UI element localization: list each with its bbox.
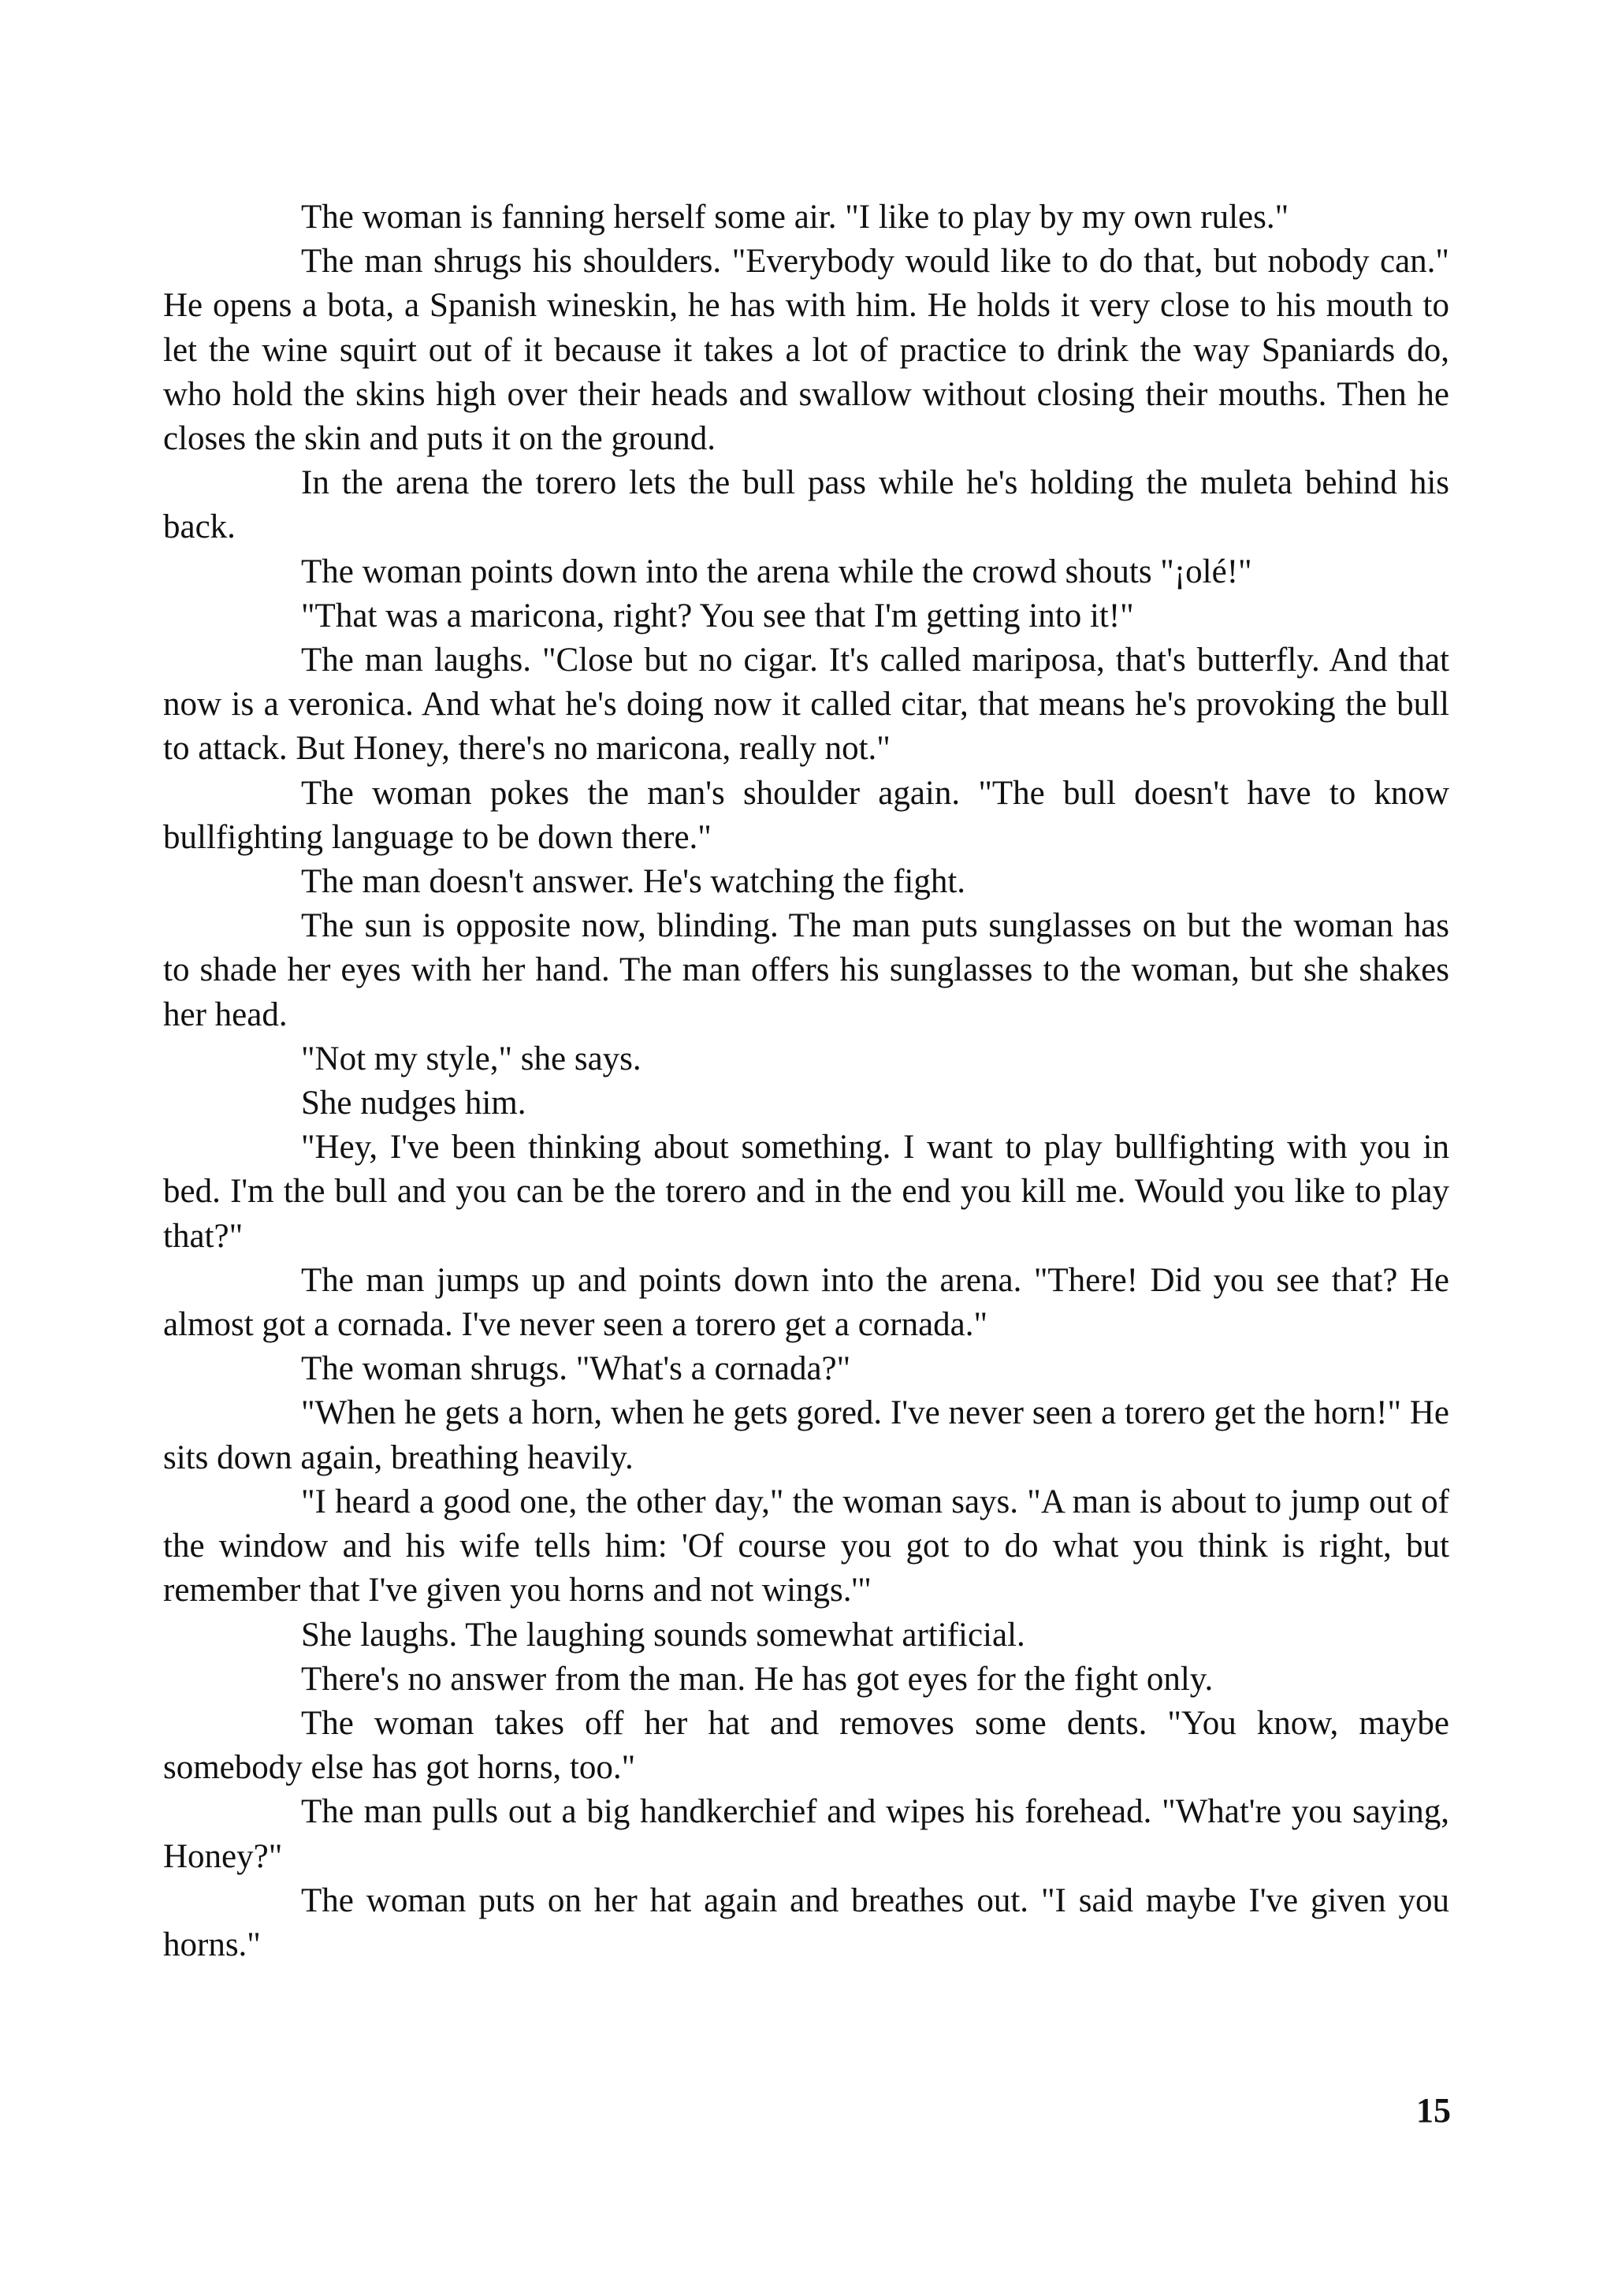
page-body [163,195,1449,1967]
paragraph: "That was a maricona, right? You see that I'm getting into it!" [301,597,1134,634]
paragraph: The woman takes off her hat and removes some dents. "You know, maybe somebody else has got horns, too." [163,1704,1449,1787]
paragraph: In the arena the torero lets the bull pass while he's holding the muleta behind his back. [163,464,1449,546]
paragraph: The sun is opposite now, blinding. The man puts sunglasses on but the woman has to shade her eyes with her hand. The man offers his sunglasses to the woman, but she shakes her head. [163,907,1449,1033]
paragraph: The woman pokes the man's shoulder again. "The bull doesn't have to know bullfighting language to be down there." [163,774,1449,856]
paragraph: "Hey, I've been thinking about something. I want to play bullfighting with you in bed. I'm the bull and you can be the torero and in the end you kill me. Would you like to play that?" [163,1129,1449,1255]
paragraph: The woman points down into the arena while the crowd shouts "¡olé!" [301,553,1252,590]
paragraph: The man pulls out a big handkerchief and wipes his forehead. "What're you saying, Honey?" [163,1793,1449,1875]
paragraph: The woman puts on her hat again and breathes out. "I said maybe I've given you horns." [163,1881,1449,1963]
paragraph: "When he gets a horn, when he gets gored. I've never seen a torero get the horn!" He sits down again, breathing heavily. [163,1394,1449,1476]
page-number: 15 [1416,2091,1451,2130]
paragraph: She nudges him. [301,1085,526,1122]
paragraph: The woman shrugs. "What's a cornada?" [301,1350,851,1388]
paragraph: "Not my style," she says. [301,1040,642,1077]
paragraph: The man shrugs his shoulders. "Everybody would like to do that, but nobody can." He opens a bota, a Spanish wineskin, he has with him. He holds it very close to his mouth to let the wine squirt out of it because it takes a lot of practice to drink the way Spaniards do, who hold the skins high over their heads and swallow without closing their mouths. Then he closes the skin and puts it on the ground. [163,243,1449,458]
paragraph: The man jumps up and points down into the arena. "There! Did you see that? He almost got a cornada. I've never seen a torero get a cornada." [163,1261,1449,1344]
paragraph: There's no answer from the man. He has got eyes for the fight only. [301,1660,1214,1698]
paragraph: She laughs. The laughing sounds somewhat artificial. [301,1616,1025,1654]
paragraph: "I heard a good one, the other day," the woman says. "A man is about to jump out of the window and his wife tells him: 'Of course you got to do what you think is right, but remember that I've given you horns and not wings.'" [163,1483,1449,1609]
paragraph: The woman is fanning herself some air. "I like to play by my own rules." [301,199,1289,236]
paragraph: The man laughs. "Close but no cigar. It's called mariposa, that's butterfly. And that now is a veronica. And what he's doing now it called citar, that means he's provoking the bull to attack. But Honey, there's no maricona, really not." [163,642,1449,768]
paragraph: The man doesn't answer. He's watching the fight. [301,863,966,901]
